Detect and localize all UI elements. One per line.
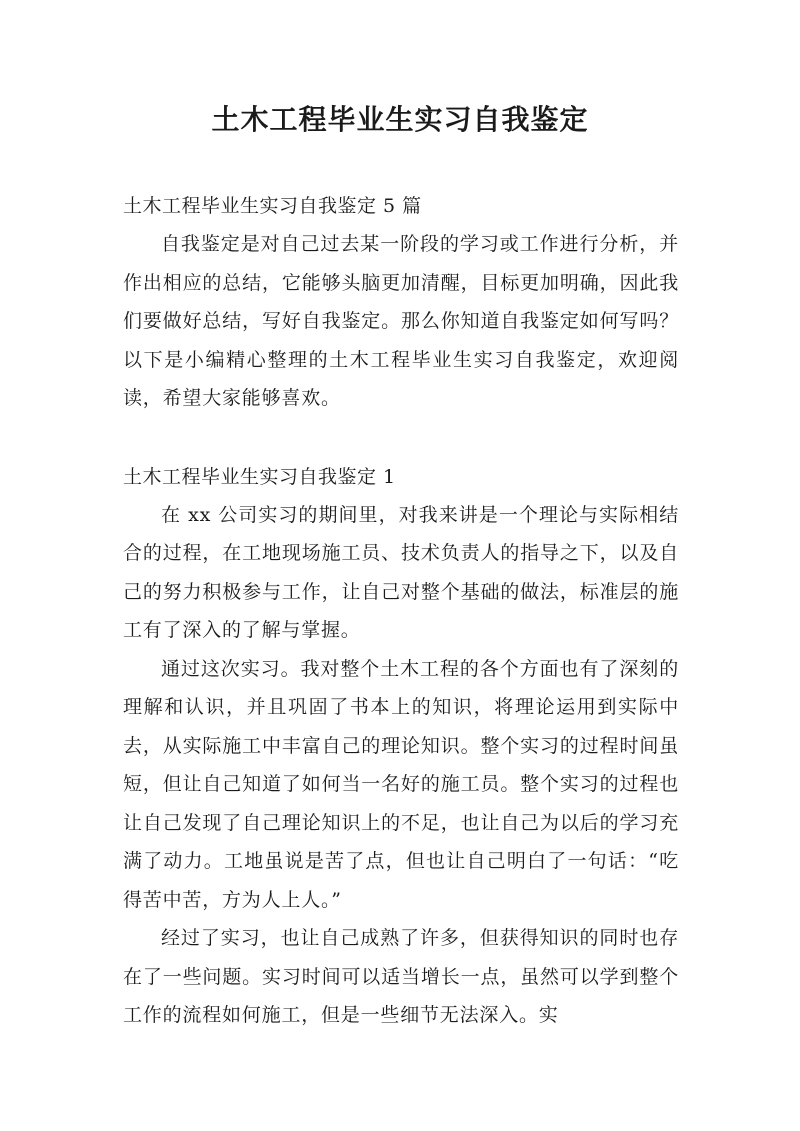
document-title: 土木工程毕业生实习自我鉴定 [211,103,589,136]
intro-paragraph: 自我鉴定是对自己过去某一阶段的学习或工作进行分析，并作出相应的总结，它能够头脑更加清醒，目标更加明确，因此我们要做好总结，写好自我鉴定。那么你知道自我鉴定如何写吗？以下是小编精心整理的土木工程毕业生实习自我鉴定，欢迎阅读，希望大家能够喜欢。 [123,233,679,409]
section1-paragraph-2: 通过这次实习。我对整个土木工程的各个方面也有了深刻的理解和认识，并且巩固了书本上的知识，将理论运用到实际中去，从实际施工中丰富自己的理论知识。整个实习的过程时间虽短，但让自己知道了如何当一名好的施工员。整个实习的过程也让自己发现了自己理论知识上的不足，也让自己为以后的学习充满了动力。工地虽说是苦了点，但也让自己明白了一句话：“吃得苦中苦，方为人上人。” [123,657,679,911]
section1-paragraph-3: 经过了实习，也让自己成熟了许多，但获得知识的同时也存在了一些问题。实习时间可以适当增长一点，虽然可以学到整个工作的流程如何施工，但是一些细节无法深入。实 [123,927,679,1026]
section1-paragraph-1: 在 xx 公司实习的期间里，对我来讲是一个理论与实际相结合的过程，在工地现场施工员、技术负责人的指导之下，以及自己的努力积极参与工作，让自己对整个基础的做法，标准层的施工有了深入的了解与掌握。 [123,503,679,641]
intro-heading: 土木工程毕业生实习自我鉴定 5 篇 [123,195,422,217]
section1-heading: 土木工程毕业生实习自我鉴定 1 [123,465,396,488]
section-spacer [123,418,679,458]
document-body [123,187,679,1035]
